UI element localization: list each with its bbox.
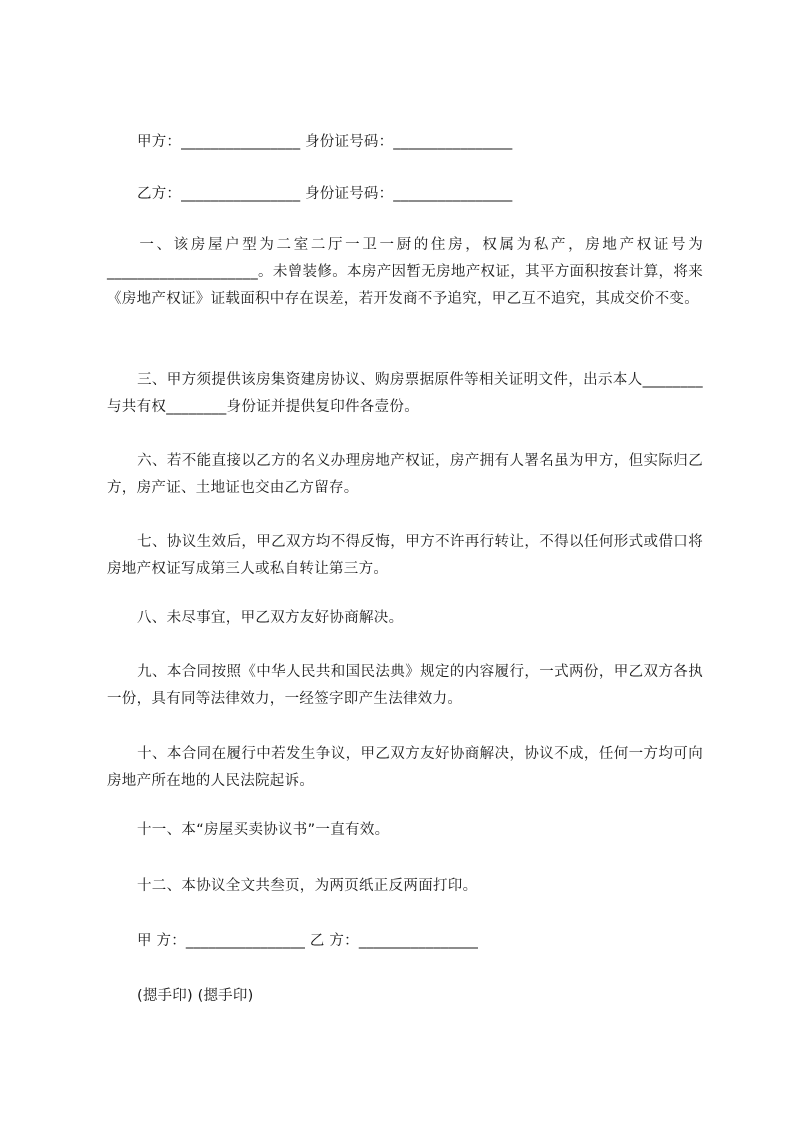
clause-9: [107, 659, 703, 713]
clause-6: [107, 448, 703, 502]
clause-8-text: 八、未尽事宜，甲乙双方友好协商解决。: [137, 610, 404, 626]
clause-10: [107, 741, 703, 795]
clause-12-text: 十二、本协议全文共叁页，为两页纸正反两面打印。: [137, 878, 478, 894]
clause-7: [107, 529, 703, 583]
clause-8: [107, 605, 703, 632]
clause-1: [107, 232, 703, 313]
thumbprint-line: (摁手印) (摁手印): [137, 988, 254, 1004]
clause-12: [107, 873, 703, 900]
clause-11: [107, 817, 703, 844]
clause-7-text: 七、协议生效后，甲乙双方均不得反悔，甲方不许再行转让，不得以任何形式或借口将房地产权证写成第三人或私自转让第三方。: [107, 534, 703, 577]
signature-line: 甲 方：________________ 乙 方：________________: [137, 933, 479, 949]
clause-1-text: 一、该房屋户型为二室二厅一卫一厨的住房，权属为私产，房地产权证号为____________________。未曾装修。本房产因暂无房地产权证，其平方面积按套计算，将来《房地产权证》证载面积中存在误差，若开发商不予追究，甲乙互不追究，其成交价不变。: [107, 237, 703, 307]
clause-9-text: 九、本合同按照《中华人民共和国民法典》规定的内容履行，一式两份，甲乙双方各执一份，具有同等法律效力，一经签字即产生法律效力。: [107, 664, 703, 707]
clause-3-text: 三、甲方须提供该房集资建房协议、购房票据原件等相关证明文件，出示本人________与共有权________身份证并提供复印件各壹份。: [107, 372, 703, 415]
clause-10-text: 十、本合同在履行中若发生争议，甲乙双方友好协商解决，协议不成，任何一方均可向房地产所在地的人民法院起诉。: [107, 746, 703, 789]
clause-6-text: 六、若不能直接以乙方的名义办理房地产权证，房产拥有人署名虽为甲方，但实际归乙方，房产证、土地证也交由乙方留存。: [107, 453, 703, 496]
clause-3: [107, 367, 703, 421]
party-a-line: 甲方：________________ 身份证号码：________________: [137, 134, 513, 150]
clause-11-text: 十一、本“房屋买卖协议书”一直有效。: [137, 822, 390, 838]
party-b-line: 乙方：________________ 身份证号码：________________: [137, 186, 513, 202]
